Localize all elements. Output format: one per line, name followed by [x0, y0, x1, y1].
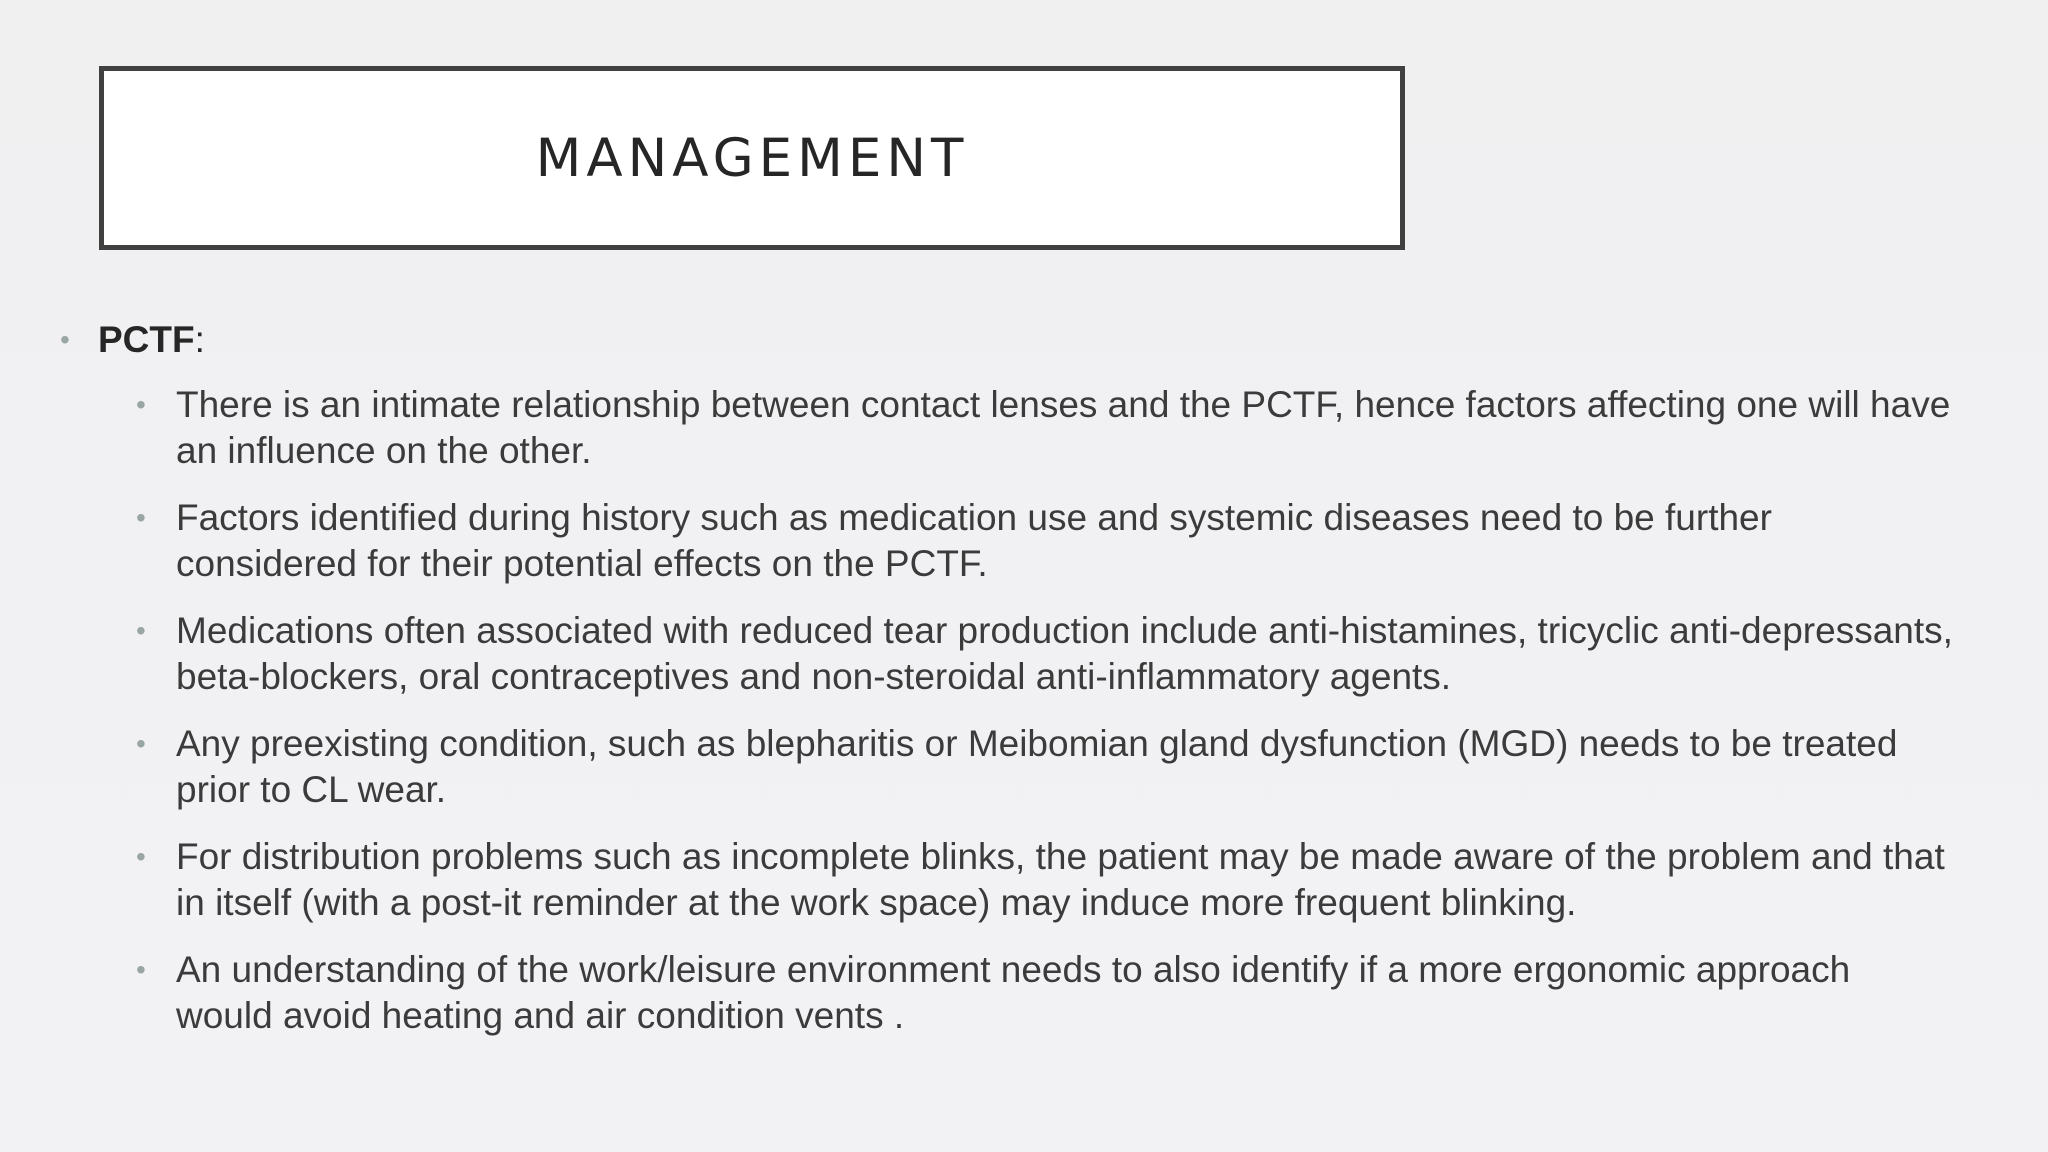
list-item-text: For distribution problems such as incomplete blinks, the patient may be made aware of the problem and that in itself (with a post-it reminder at the work space) may induce more frequent blinking.	[176, 836, 1945, 923]
title-box	[99, 66, 1405, 250]
section-label: PCTF	[98, 319, 195, 360]
list-item	[136, 495, 1956, 587]
bullet-icon: •	[136, 954, 146, 985]
list-item	[136, 947, 1956, 1039]
bullet-icon: •	[60, 324, 70, 355]
bullet-list	[56, 382, 1956, 1039]
content-area	[56, 314, 1956, 1060]
list-item	[136, 608, 1956, 700]
bullet-icon: •	[136, 728, 146, 759]
list-item	[136, 382, 1956, 474]
list-item-text: An understanding of the work/leisure environment needs to also identify if a more ergonomic approach would avoid heating and air condition vents .	[176, 949, 1851, 1036]
bullet-icon: •	[136, 389, 146, 420]
list-item-text: Medications often associated with reduced tear production include anti-histamines, tricyclic anti-depressants, beta-blockers, oral contraceptives and non-steroidal anti-inflammatory agents.	[176, 610, 1953, 697]
list-item	[136, 834, 1956, 926]
section-colon: :	[194, 319, 205, 360]
list-item-text: Any preexisting condition, such as blepharitis or Meibomian gland dysfunction (MGD) needs to be treated prior to CL wear.	[176, 723, 1898, 810]
list-item	[136, 721, 1956, 813]
bullet-icon: •	[136, 502, 146, 533]
bullet-icon: •	[136, 841, 146, 872]
slide-title: MANAGEMENT	[535, 127, 969, 189]
bullet-icon: •	[136, 615, 146, 646]
list-item-text: Factors identified during history such as medication use and systemic diseases need to be further considered for their potential effects on the PCTF.	[176, 497, 1772, 584]
list-item-text: There is an intimate relationship between contact lenses and the PCTF, hence factors affecting one will have an influence on the other.	[176, 384, 1951, 471]
section-heading	[56, 314, 1956, 366]
